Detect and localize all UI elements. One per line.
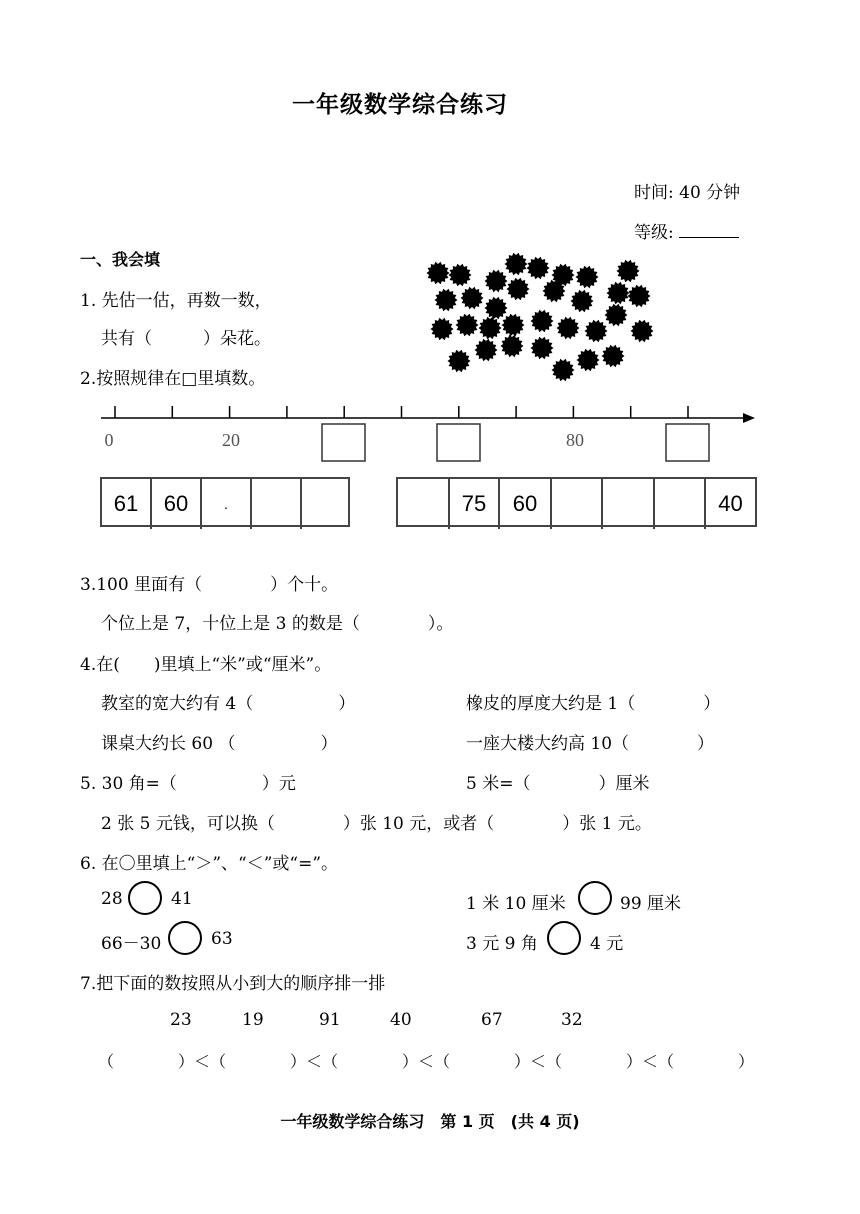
q7-number: 19 (242, 1010, 264, 1030)
flower-icon (448, 350, 471, 372)
seq2-cell[interactable] (552, 479, 603, 529)
q5-b: 5 米=（ ）厘米 (466, 774, 650, 794)
grade-label: 等级: (634, 218, 739, 243)
q4-c: 课桌大约长 60 （ ） (101, 734, 338, 754)
seq2-cell[interactable] (603, 479, 655, 529)
compare-circle[interactable] (547, 921, 581, 955)
answer-box-3 (666, 424, 709, 461)
seq2-cell[interactable] (398, 479, 450, 529)
flower-icon (607, 282, 630, 304)
seq1-cell: 60 (152, 479, 202, 529)
q6-b-left: 1 米 10 厘米 (466, 894, 566, 914)
q6-c-left: 66－30 (101, 934, 162, 954)
flower-icon (631, 320, 654, 342)
flower-icon (449, 264, 472, 286)
q7-number: 32 (561, 1010, 583, 1030)
seq2-cell[interactable] (655, 479, 706, 529)
q6-text: 6. 在〇里填上“＞”、“＜”或“=”。 (80, 854, 339, 874)
flower-icon (557, 317, 580, 339)
flower-icon (602, 345, 625, 367)
q6-d-right: 4 元 (590, 934, 624, 954)
q7-text: 7.把下面的数按照从小到大的顺序排一排 (80, 974, 386, 994)
compare-circle[interactable] (578, 881, 612, 915)
answer-box-1 (322, 424, 365, 461)
tick-label-20: 20 (222, 430, 240, 450)
flower-icon (605, 304, 628, 326)
tick-label-0: 0 (104, 430, 114, 450)
q5-a: 5. 30 角=（ ）元 (80, 774, 296, 794)
q6-b-right: 99 厘米 (620, 894, 682, 914)
flower-icon (475, 339, 498, 361)
flower-icon (485, 297, 508, 319)
q4-d: 一座大楼大约高 10（ ） (466, 734, 715, 754)
flower-icon (479, 317, 502, 339)
q1-line2: 共有（ ）朵花。 (101, 329, 271, 349)
arrow-head-icon (743, 413, 755, 423)
flower-icon (501, 335, 524, 357)
q6-c-right: 63 (211, 929, 233, 949)
seq1-cell: 61 (102, 479, 152, 529)
q7-number: 67 (481, 1010, 503, 1030)
flower-icon (628, 285, 651, 307)
seq2-cell: 60 (500, 479, 552, 529)
sequence-row-2 (396, 477, 757, 527)
q7-number: 40 (390, 1010, 412, 1030)
seq1-cell[interactable]: . (202, 479, 252, 529)
seq2-cell: 40 (718, 491, 743, 516)
flower-icon (485, 270, 508, 292)
q7-number: 91 (319, 1010, 341, 1030)
flower-icon (531, 310, 554, 332)
flower-icon (431, 318, 454, 340)
time-label: 时间: 40 分钟 (634, 183, 741, 203)
flower-icon (527, 257, 550, 279)
q4-text: 4.在( )里填上“米”或“厘米”。 (80, 655, 332, 675)
flower-icon (505, 253, 528, 275)
flower-icon (435, 289, 458, 311)
flower-icon (507, 278, 530, 300)
flower-icon (552, 359, 575, 381)
q4-a: 教室的宽大约有 4（ ） (101, 694, 356, 714)
q6-a-left: 28 (101, 889, 123, 909)
seq1-cell[interactable] (252, 479, 302, 529)
compare-circle[interactable] (168, 921, 202, 955)
tick-label-80: 80 (566, 430, 584, 450)
sequence-row-1 (100, 477, 350, 527)
number-line (95, 400, 765, 470)
q2-text: 2.按照规律在□里填数。 (80, 369, 266, 389)
q3-line1: 3.100 里面有（ ）个十。 (80, 575, 339, 595)
flower-cluster (420, 245, 660, 385)
flower-icon (577, 349, 600, 371)
flower-icon (576, 266, 599, 288)
answer-box-2 (437, 424, 480, 461)
q4-b: 橡皮的厚度大约是 1（ ） (466, 694, 721, 714)
flower-icon (461, 287, 484, 309)
q7-answer-line: （ ）＜（ ）＜（ ）＜（ ）＜（ ）＜（ ） (98, 1052, 755, 1071)
seq2-cell: 75 (450, 479, 500, 529)
q5-c: 2 张 5 元钱，可以换（ ）张 10 元，或者（ ）张 1 元。 (101, 814, 652, 834)
flower-icon (456, 314, 479, 336)
q3-line2: 个位上是 7，十位上是 3 的数是（ ）。 (101, 614, 454, 634)
flower-icon (531, 337, 554, 359)
flower-icon (617, 260, 640, 282)
flower-icon (585, 320, 608, 342)
flower-icon (502, 314, 525, 336)
q1-line1: 1. 先估一估，再数一数， (80, 291, 272, 311)
flower-icon (571, 290, 594, 312)
grade-blank[interactable] (679, 219, 739, 238)
q6-a-right: 41 (171, 889, 193, 909)
seq1-cell[interactable] (302, 479, 348, 529)
q7-number: 23 (170, 1010, 192, 1030)
page-title: 一年级数学综合练习 (292, 92, 508, 118)
page-footer: 一年级数学综合练习 第 1 页 (共 4 页) (280, 1112, 580, 1131)
flower-icon (427, 262, 450, 284)
q6-d-left: 3 元 9 角 (466, 934, 538, 954)
section-title: 一、我会填 (80, 250, 161, 269)
compare-circle[interactable] (128, 881, 162, 915)
